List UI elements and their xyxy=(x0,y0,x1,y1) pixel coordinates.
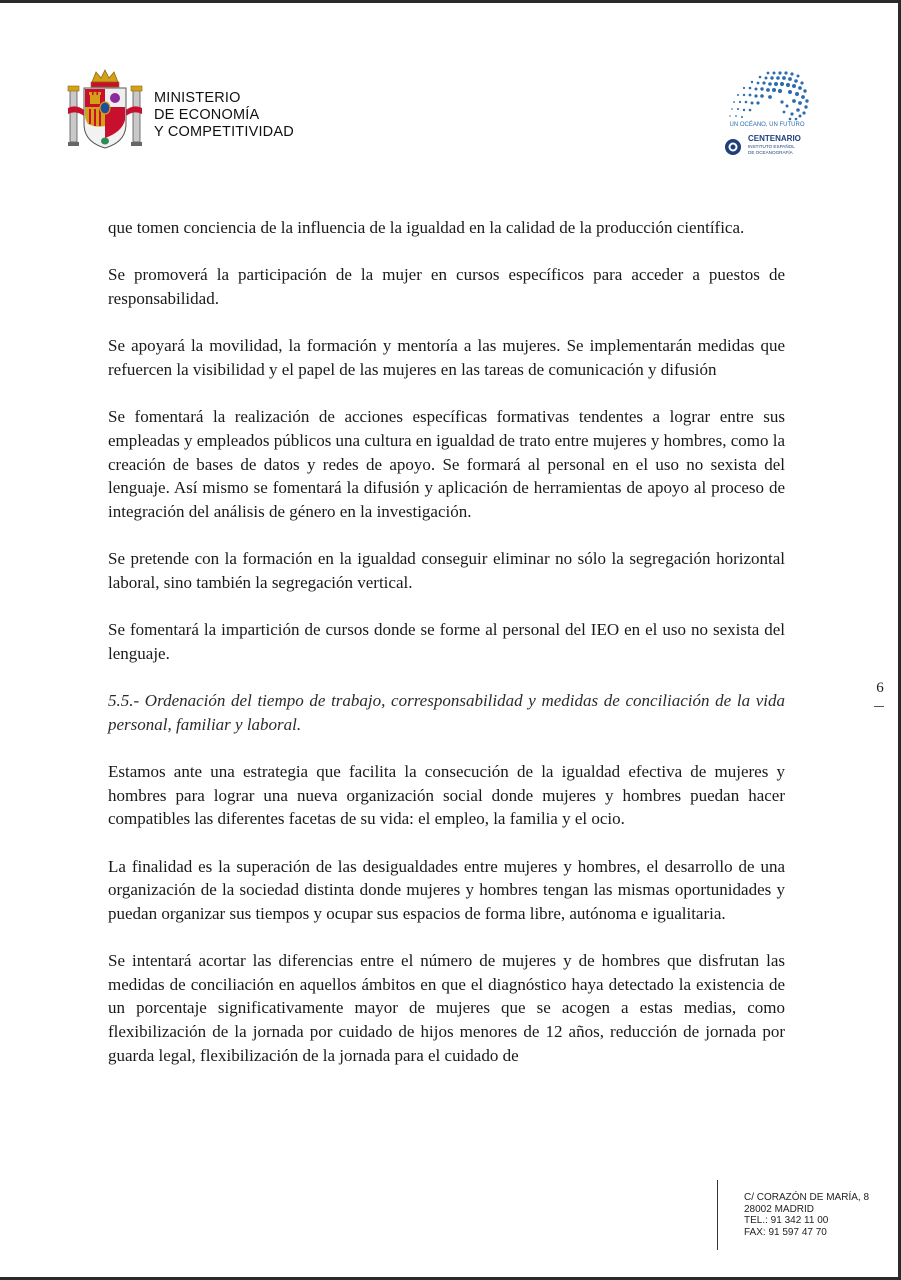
ministry-line-2: DE ECONOMÍA xyxy=(154,107,260,123)
footer-address-city: 28002 MADRID xyxy=(744,1203,815,1215)
document-body xyxy=(108,216,785,1091)
paragraph-4: Se fomentará la realización de acciones específicas formativas tendentes a lograr entre sus empleadas y empleados públicos una cultura en igualdad de trato entre mujeres y hombres, como la creación de bases de datos y redes de apoyo. Se formará al personal en el uso no sexista del lenguaje. Así mismo se fomentará la difusión y aplicación de herramientas de apoyo al proceso de integración del análisis de género en la investigación. xyxy=(108,407,785,521)
ieo-institute-line-1: INSTITUTO ESPAÑOL xyxy=(748,144,795,149)
spain-coat-of-arms-icon xyxy=(66,68,144,150)
footer-divider xyxy=(717,1180,718,1250)
paragraph-6: Se fomentará la impartición de cursos donde se forme al personal del IEO en el uso no sexista del lenguaje. xyxy=(108,620,785,663)
ieo-institute-line-2: DE OCEANOGRAFÍA xyxy=(748,149,793,155)
ministry-line-1: MINISTERIO xyxy=(154,90,241,106)
paragraph-1: que tomen conciencia de la influencia de la igualdad en la calidad de la producción científica. xyxy=(108,218,745,237)
page-number: 6 xyxy=(876,680,884,696)
paragraph-9: Se intentará acortar las diferencias entre el número de mujeres y de hombres que disfrutan las medidas de conciliación en aquellos ámbitos en que el diagnóstico haya detectado la existencia de un porcentaje significativamente mayor de mujeres que se acogen a estas medias, como flexibilización de la jornada por cuidado de hijos menores de 12 años, reducción de jornada por guarda legal, flexibilización de la jornada para el cuidado de xyxy=(108,951,785,1065)
ieo-centenario-label: CENTENARIO xyxy=(748,134,801,143)
paragraph-5: Se pretende con la formación en la igualdad conseguir eliminar no sólo la segregación horizontal laboral, sino también la segregación vertical. xyxy=(108,549,785,592)
page-number-rule xyxy=(874,706,884,707)
paragraph-7: Estamos ante una estrategia que facilita la consecución de la igualdad efectiva de mujeres y hombres para lograr una nueva organización social donde mujeres y hombres puedan hacer compatibles las diferentes facetas de su vida: el empleo, la familia y el ocio. xyxy=(108,762,785,829)
page-border-top xyxy=(0,0,901,3)
paragraph-8: La finalidad es la superación de las desigualdades entre mujeres y hombres, el desarrollo de una organización de la sociedad distinta donde mujeres y hombres tengan las mismas oportunidades y puedan organizar sus tiempos y ocupar sus espacios de forma libre, autónoma e igualitaria. xyxy=(108,856,785,923)
section-heading-5-5: 5.5.- Ordenación del tiempo de trabajo, corresponsabilidad y medidas de conciliación de la vida personal, familiar y laboral. xyxy=(108,691,785,734)
paragraph-3: Se apoyará la movilidad, la formación y mentoría a las mujeres. Se implementarán medidas que refuercen la visibilidad y el papel de las mujeres en las tareas de comunicación y difusión xyxy=(108,336,785,379)
ministry-name xyxy=(154,90,294,141)
footer-address-phone: TEL.: 91 342 11 00 xyxy=(744,1215,829,1227)
ministry-line-3: Y COMPETITIVIDAD xyxy=(154,124,294,140)
footer-address-street: C/ CORAZÓN DE MARÍA, 8 xyxy=(744,1192,870,1203)
footer-address-fax: FAX: 91 597 47 70 xyxy=(744,1226,827,1238)
ieo-tagline: UN OCÉANO, UN FUTURO xyxy=(729,122,805,128)
paragraph-2: Se promoverá la participación de la mujer en cursos específicos para acceder a puestos de responsabilidad. xyxy=(108,265,785,308)
footer-address xyxy=(744,1192,869,1238)
ieo-institute-name xyxy=(748,144,795,155)
